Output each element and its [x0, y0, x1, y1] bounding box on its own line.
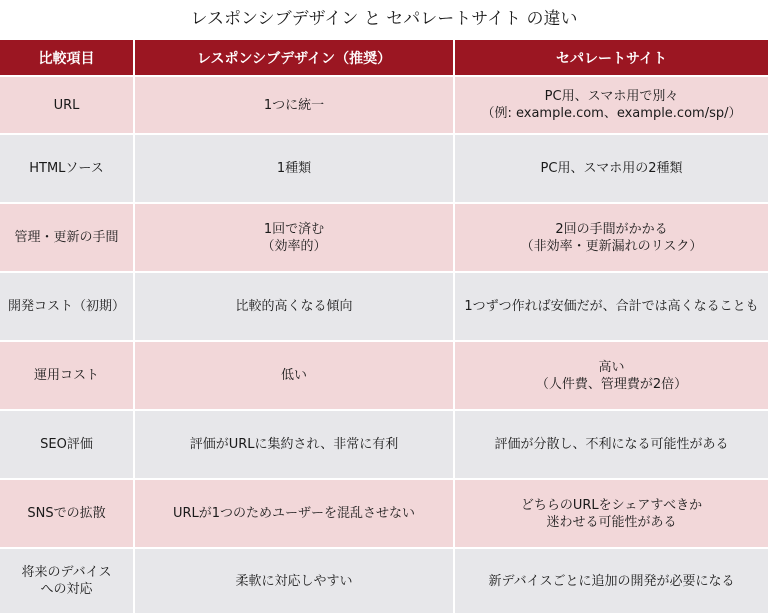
cell-criteria: SEO評価 [0, 410, 134, 479]
cell-separate: PC用、スマホ用で別々 （例: example.com、example.com/sp/） [454, 76, 768, 134]
cell-criteria: SNSでの拡散 [0, 479, 134, 548]
header-separate: セパレートサイト [454, 40, 768, 76]
cell-responsive: 柔軟に対応しやすい [134, 548, 454, 613]
cell-criteria: 運用コスト [0, 341, 134, 410]
table-row [0, 272, 768, 341]
table-row [0, 134, 768, 203]
cell-criteria: URL [0, 76, 134, 134]
cell-responsive: 低い [134, 341, 454, 410]
cell-criteria: 開発コスト（初期） [0, 272, 134, 341]
cell-responsive: 1回で済む （効率的） [134, 203, 454, 272]
cell-separate: 評価が分散し、不利になる可能性がある [454, 410, 768, 479]
table-row [0, 76, 768, 134]
cell-criteria: 管理・更新の手間 [0, 203, 134, 272]
table-row [0, 410, 768, 479]
table-row [0, 341, 768, 410]
cell-responsive: 1種類 [134, 134, 454, 203]
cell-separate: どちらのURLをシェアすべきか 迷わせる可能性がある [454, 479, 768, 548]
cell-responsive: 比較的高くなる傾向 [134, 272, 454, 341]
table-header-row [0, 40, 768, 76]
cell-responsive: URLが1つのためユーザーを混乱させない [134, 479, 454, 548]
table-row [0, 548, 768, 613]
cell-criteria: HTMLソース [0, 134, 134, 203]
cell-responsive: 評価がURLに集約され、非常に有利 [134, 410, 454, 479]
cell-separate: 高い （人件費、管理費が2倍） [454, 341, 768, 410]
header-criteria: 比較項目 [0, 40, 134, 76]
cell-separate: 新デバイスごとに追加の開発が必要になる [454, 548, 768, 613]
cell-criteria: 将来のデバイス への対応 [0, 548, 134, 613]
page-title: レスポンシブデザイン と セパレートサイト の違い [190, 9, 578, 29]
table-row [0, 479, 768, 548]
cell-responsive: 1つに統一 [134, 76, 454, 134]
cell-separate: PC用、スマホ用の2種類 [454, 134, 768, 203]
header-responsive: レスポンシブデザイン（推奨） [134, 40, 454, 76]
cell-separate: 2回の手間がかかる （非効率・更新漏れのリスク） [454, 203, 768, 272]
table-row [0, 203, 768, 272]
comparison-table [0, 40, 768, 613]
cell-separate: 1つずつ作れば安価だが、合計では高くなることも [454, 272, 768, 341]
